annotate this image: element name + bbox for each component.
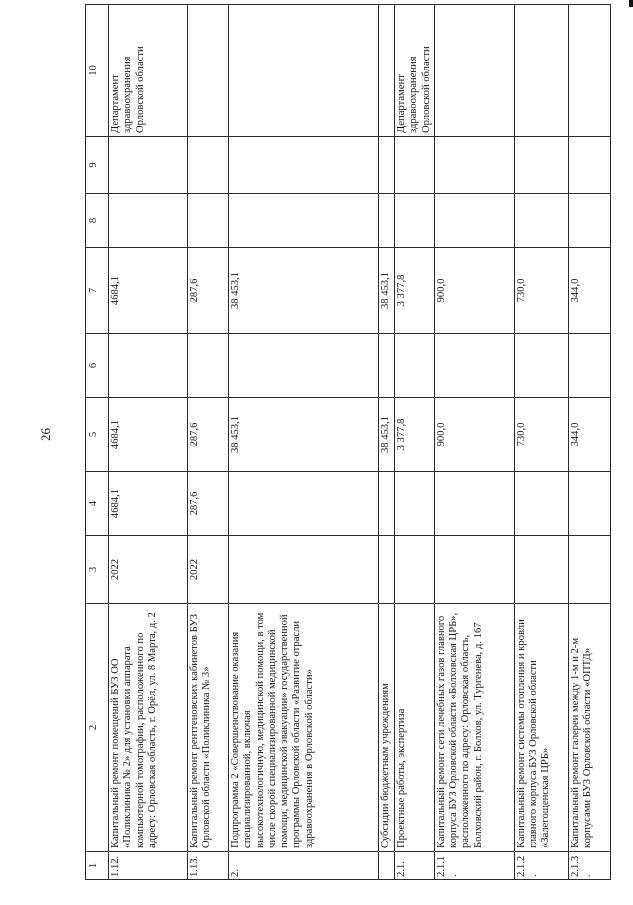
row-col6 <box>514 334 568 398</box>
row-col5: 287,6 <box>188 398 229 472</box>
table-row <box>395 5 435 880</box>
row-col6 <box>109 334 188 398</box>
row-year <box>395 536 435 604</box>
row-col9 <box>188 137 229 194</box>
column-header: 6 <box>86 334 109 398</box>
row-name: Капитальный ремонт галереи между 1-м и 2-м корпусами БУЗ Орловской области «ОПТД» <box>568 604 610 852</box>
row-col6 <box>568 334 610 398</box>
table-row <box>379 5 395 880</box>
table-row <box>229 5 379 880</box>
column-header: 2 <box>86 604 109 852</box>
row-col4 <box>379 472 395 536</box>
row-number: 2. <box>229 852 379 880</box>
row-number: 1.12. <box>109 852 188 880</box>
row-name: Субсидии бюджетным учреждениям <box>379 604 395 852</box>
row-executor <box>434 5 514 137</box>
row-number <box>379 852 395 880</box>
row-col4: 287,6 <box>188 472 229 536</box>
row-col9 <box>395 137 435 194</box>
row-year <box>514 536 568 604</box>
table-row <box>109 5 188 880</box>
row-col8 <box>514 194 568 248</box>
row-number: 2.1.2. <box>514 852 568 880</box>
scan-edge-mark <box>629 0 633 7</box>
row-executor <box>568 5 610 137</box>
row-executor: Департамент здравоохранения Орловской области <box>109 5 188 137</box>
column-header: 8 <box>86 194 109 248</box>
row-executor <box>379 5 395 137</box>
row-name: Проектные работы, экспертиза <box>395 604 435 852</box>
budget-table <box>85 4 611 880</box>
row-col5: 3 377,8 <box>395 398 435 472</box>
row-number: 2.1.3. <box>568 852 610 880</box>
row-col9 <box>434 137 514 194</box>
row-col8 <box>109 194 188 248</box>
column-header: 10 <box>86 5 109 137</box>
row-col7: 4684,1 <box>109 248 188 334</box>
row-col9 <box>568 137 610 194</box>
row-executor: Департамент здравоохранения Орловской области <box>395 5 435 137</box>
row-col5: 4684,1 <box>109 398 188 472</box>
row-col4: 4684,1 <box>109 472 188 536</box>
row-col9 <box>379 137 395 194</box>
row-col4 <box>395 472 435 536</box>
row-col4 <box>434 472 514 536</box>
row-col6 <box>395 334 435 398</box>
row-name: Капитальный ремонт помещений БУЗ ОО «Поликлиника № 2» для установки аппарата компьютерной томографии, расположенного по адресу: Орловская область, г. Орёл, ул. 8 Марта, д. 2 <box>109 604 188 852</box>
column-header: 7 <box>86 248 109 334</box>
table-row <box>514 5 568 880</box>
row-col5: 344,0 <box>568 398 610 472</box>
column-header: 3 <box>86 536 109 604</box>
row-col9 <box>229 137 379 194</box>
row-col8 <box>568 194 610 248</box>
row-col7: 287,6 <box>188 248 229 334</box>
column-header: 5 <box>86 398 109 472</box>
row-col7: 900,0 <box>434 248 514 334</box>
row-col6 <box>434 334 514 398</box>
row-col5: 38 453,1 <box>379 398 395 472</box>
column-header: 9 <box>86 137 109 194</box>
row-executor <box>514 5 568 137</box>
row-name: Капитальный ремонт сети лечебных газов главного корпуса БУЗ Орловской области «Болховская ЦРБ», расположенного по адресу: Орловская область, Болховский район, г. Болхов, ул. Тургенева, д. 167 <box>434 604 514 852</box>
row-col4 <box>229 472 379 536</box>
row-col7: 38 453,1 <box>229 248 379 334</box>
row-col5: 730,0 <box>514 398 568 472</box>
column-header: 1 <box>86 852 109 880</box>
row-col4 <box>568 472 610 536</box>
row-year <box>229 536 379 604</box>
table-row <box>188 5 229 880</box>
row-year: 2022 <box>109 536 188 604</box>
row-col8 <box>188 194 229 248</box>
row-executor <box>229 5 379 137</box>
row-col5: 900,0 <box>434 398 514 472</box>
row-col6 <box>188 334 229 398</box>
rotated-table-container <box>85 5 619 880</box>
row-col7: 38 453,1 <box>379 248 395 334</box>
header-row <box>86 5 109 880</box>
row-name: Подпрограмма 2 «Совершенствование оказания специализированной, включая высокотехнологичную, медицинской помощи, в том числе скорой специализированной медицинской помощи, медицинской эвакуации» государственной программы Орловской области «Развитие отрасли здравоохранения в Орловской области» <box>229 604 379 852</box>
row-name: Капитальный ремонт рентгеновских кабинетов БУЗ Орловской области «Поликлиника № 3» <box>188 604 229 852</box>
row-col8 <box>229 194 379 248</box>
row-col8 <box>395 194 435 248</box>
row-year <box>568 536 610 604</box>
row-number: 2.1.1. <box>434 852 514 880</box>
row-col8 <box>379 194 395 248</box>
row-number: 2.1. <box>395 852 435 880</box>
row-col7: 3 377,8 <box>395 248 435 334</box>
table-row <box>434 5 514 880</box>
row-col6 <box>379 334 395 398</box>
page-number: 26 <box>38 428 53 441</box>
row-col4 <box>514 472 568 536</box>
row-year <box>434 536 514 604</box>
row-col9 <box>514 137 568 194</box>
row-number: 1.13. <box>188 852 229 880</box>
row-col7: 730,0 <box>514 248 568 334</box>
row-col8 <box>434 194 514 248</box>
row-year: 2022 <box>188 536 229 604</box>
row-col5: 38 453,1 <box>229 398 379 472</box>
row-col9 <box>109 137 188 194</box>
row-year <box>379 536 395 604</box>
row-name: Капитальный ремонт системы отопления и кровли главного корпуса БУЗ Орловской области «Залегощенская ЦРБ» <box>514 604 568 852</box>
column-header: 4 <box>86 472 109 536</box>
row-col7: 344,0 <box>568 248 610 334</box>
table-row <box>568 5 610 880</box>
row-executor <box>188 5 229 137</box>
row-col6 <box>229 334 379 398</box>
